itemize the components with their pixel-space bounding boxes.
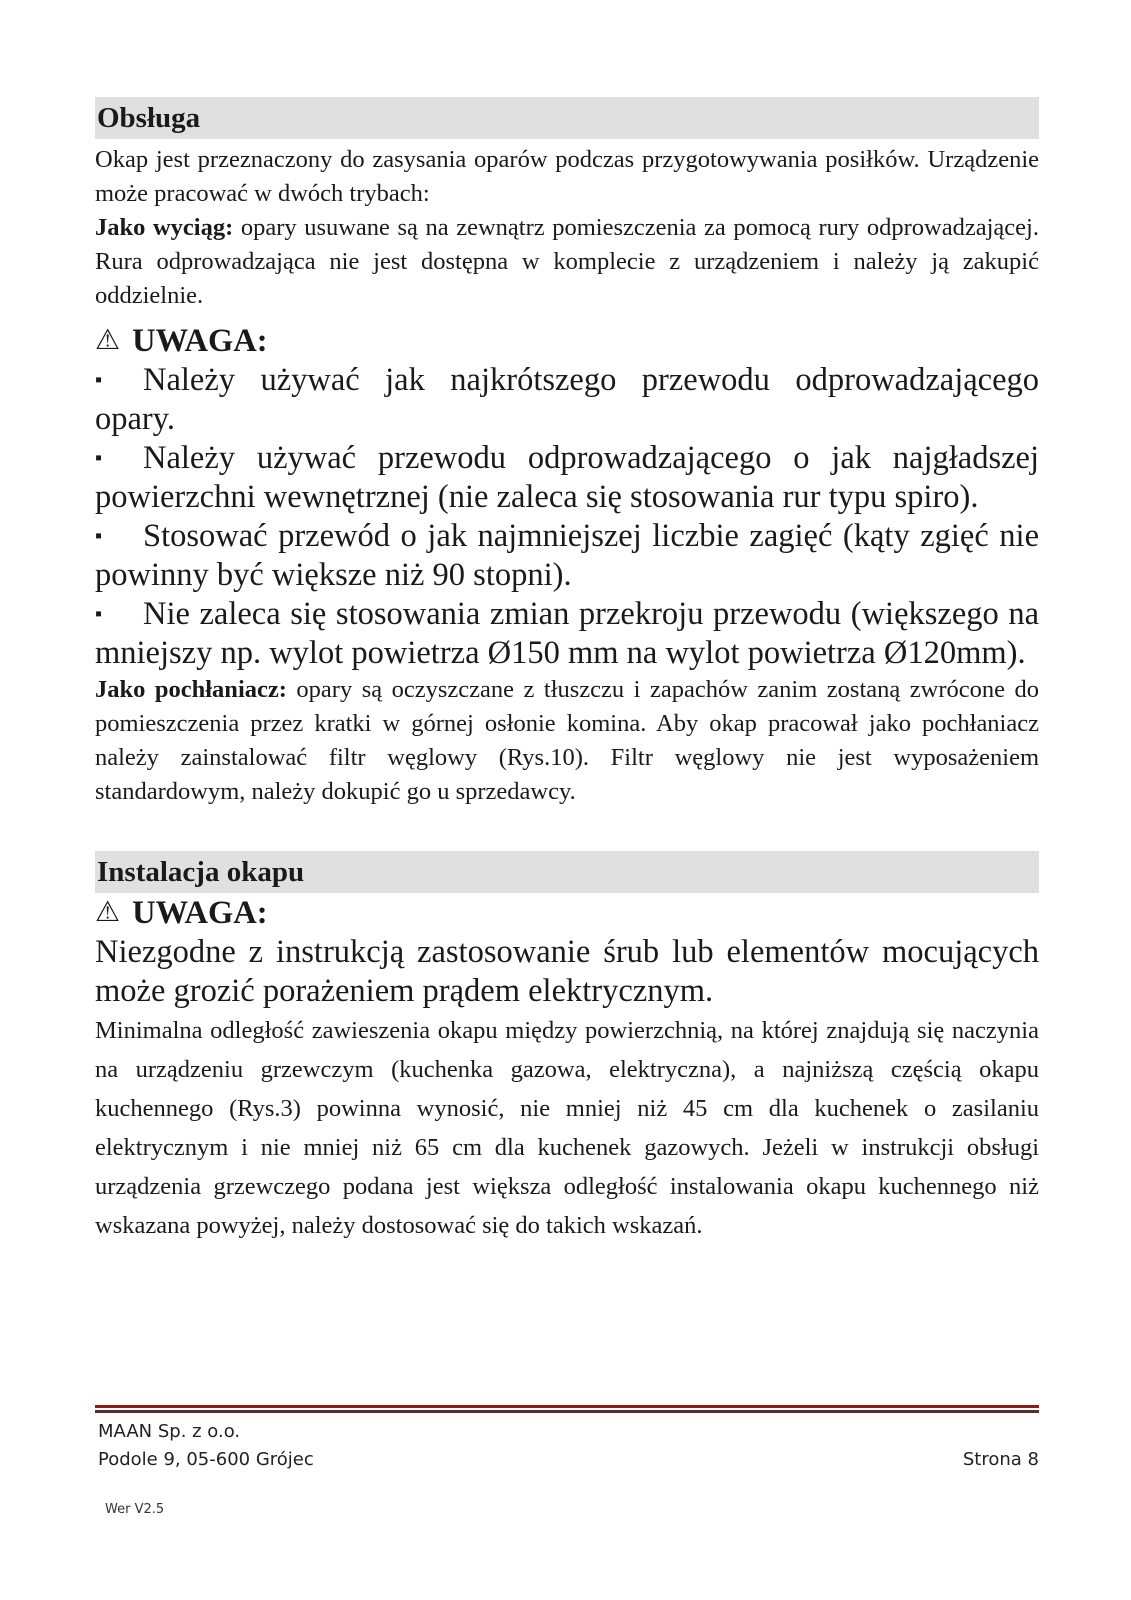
bullet-square-icon: ▪ xyxy=(95,369,103,391)
footer-company: MAAN Sp. z o.o. xyxy=(98,1421,241,1442)
page-number: Strona 8 xyxy=(962,1449,1039,1470)
footer-divider xyxy=(95,1405,1039,1413)
warning-label: UWAGA: xyxy=(132,895,268,931)
page-content xyxy=(95,97,1039,1245)
section-title-obsluga: Obsługa xyxy=(95,97,1039,139)
mode-extraction-text: opary usuwane są na zewnątrz pomieszczenia za pomocą rury odprowadzającej. Rura odprowadzająca nie jest dostępna w komplecie z urządzeniem i należy ją zakupić oddzielnie. xyxy=(95,214,1039,309)
footer-address: Podole 9, 05-600 Grójec xyxy=(98,1449,314,1470)
installation-paragraph: Minimalna odległość zawieszenia okapu między powierzchnią, na której znajdują się naczynia na urządzeniu grzewczym (kuchenka gazowa, elektryczna), a najniższą częścią okapu kuchennego (Rys.3) powinna wynosić, nie mniej niż 45 cm dla kuchenek o zasilaniu elektrycznym i nie mniej niż 65 cm dla kuchenek gazowych. Jeżeli w instrukcji obsługi urządzenia grzewczego podana jest większa odległość instalowania okapu kuchennego niż wskazana powyżej, należy dostosować się do takich wskazań. xyxy=(95,1017,1039,1239)
list-item xyxy=(95,517,1039,595)
warning-heading-2 xyxy=(95,893,1039,933)
footer xyxy=(98,1418,1039,1474)
warning-heading-1 xyxy=(95,321,1039,361)
list-item-text: Należy używać jak najkrótszego przewodu odprowadzającego opary. xyxy=(95,362,1039,437)
warning-label: UWAGA: xyxy=(132,323,268,359)
mode-extraction-paragraph xyxy=(95,211,1039,313)
warning-triangle-icon: ⚠ xyxy=(95,897,121,928)
mode-extraction-label: Jako wyciąg: xyxy=(95,214,234,241)
bullet-square-icon: ▪ xyxy=(95,525,103,547)
list-item xyxy=(95,595,1039,673)
list-item xyxy=(95,361,1039,439)
list-item-text: Należy używać przewodu odprowadzającego o jak najgładszej powierzchni wewnętrznej (nie zaleca się stosowania rur typu spiro). xyxy=(95,440,1039,515)
bullet-square-icon: ▪ xyxy=(95,603,103,625)
version-label: Wer V2.5 xyxy=(105,1502,165,1517)
mode-absorber-paragraph xyxy=(95,673,1039,809)
warning-triangle-icon: ⚠ xyxy=(95,325,121,356)
warning-text: Niezgodne z instrukcją zastosowanie śrub lub elementów mocujących może grozić porażeniem prądem elektrycznym. xyxy=(95,934,1039,1009)
intro-paragraph: Okap jest przeznaczony do zasysania oparów podczas przygotowywania posiłków. Urządzenie może pracować w dwóch trybach: xyxy=(95,146,1039,207)
list-item-text: Stosować przewód o jak najmniejszej liczbie zagięć (kąty zgięć nie powinny być większe niż 90 stopni). xyxy=(95,518,1039,593)
mode-absorber-text: opary są oczyszczane z tłuszczu i zapachów zanim zostaną zwrócone do pomieszczenia przez kratki w górnej osłonie komina. Aby okap pracował jako pochłaniacz należy zainstalować filtr węglowy (Rys.10). Filtr węglowy nie jest wyposażeniem standardowym, należy dokupić go u sprzedawcy. xyxy=(95,676,1039,805)
list-item xyxy=(95,439,1039,517)
bullet-square-icon: ▪ xyxy=(95,447,103,469)
mode-absorber-label: Jako pochłaniacz: xyxy=(95,676,287,703)
list-item-text: Nie zaleca się stosowania zmian przekroju przewodu (większego na mniejszy np. wylot powietrza Ø150 mm na wylot powietrza Ø120mm). xyxy=(95,596,1039,671)
section-title-instalacja: Instalacja okapu xyxy=(95,851,1039,893)
